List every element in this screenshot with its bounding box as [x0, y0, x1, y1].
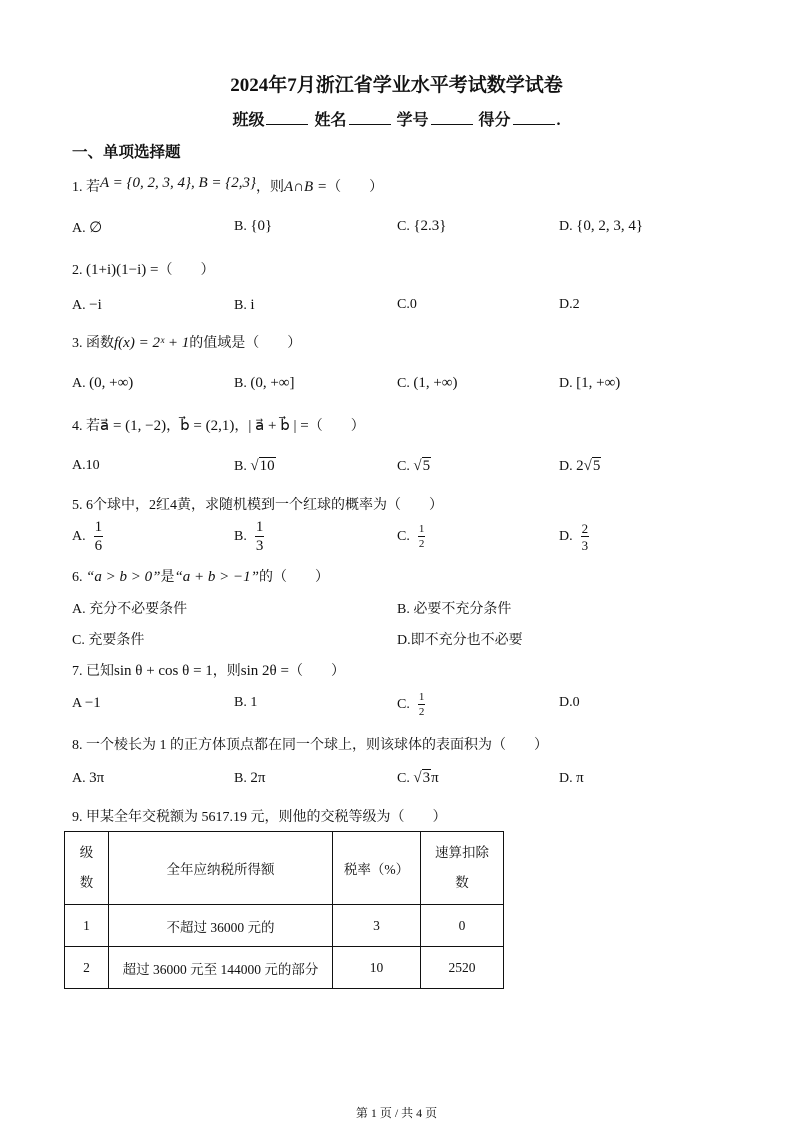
- numerator: 1: [418, 691, 425, 703]
- option-value: 0: [409, 297, 417, 312]
- option-value: 2π: [250, 770, 266, 786]
- student-info-line: [0, 107, 793, 130]
- question-number: 3.: [72, 336, 83, 351]
- option-d[interactable]: [559, 770, 584, 787]
- fraction: [581, 522, 590, 552]
- cell-level: 1: [65, 905, 109, 947]
- answer-blank: （ ）: [492, 738, 548, 753]
- student-id-label: 学号: [396, 112, 429, 129]
- student-id-blank: [431, 110, 473, 125]
- option-value: ∅: [89, 220, 103, 236]
- answer-blank: （ ）: [273, 570, 329, 585]
- option-d[interactable]: [559, 458, 601, 475]
- class-label: 班级: [232, 112, 265, 129]
- question-number: 5.: [72, 498, 83, 513]
- radicand: 10: [259, 458, 275, 474]
- score-label: 得分: [478, 112, 511, 129]
- option-a[interactable]: [72, 297, 102, 314]
- option-value: −i: [89, 297, 102, 313]
- option-value: {0}: [250, 218, 273, 234]
- cell-rate: 10: [333, 947, 421, 989]
- fraction: [418, 692, 426, 718]
- option-label: D.: [559, 459, 573, 474]
- exam-title: 2024年7月浙江省学业水平考试数学试卷: [230, 75, 563, 96]
- option-b[interactable]: [234, 297, 255, 314]
- table-row: [65, 905, 504, 947]
- question-text: ，则: [212, 664, 241, 679]
- option-label: D.: [397, 633, 411, 648]
- answer-blank: （ ）: [245, 336, 302, 351]
- numerator: 1: [94, 519, 103, 535]
- question-number: 9.: [72, 810, 83, 825]
- option-a[interactable]: [72, 375, 133, 392]
- denominator: 2: [418, 538, 425, 550]
- question-math: b⃗ = (2,1): [180, 418, 235, 434]
- option-value: (1, +∞): [413, 375, 458, 391]
- option-label: C.: [397, 771, 410, 786]
- sqrt-value: √5: [413, 458, 431, 474]
- option-a[interactable]: [72, 695, 101, 712]
- question-math: A = {0, 2, 3, 4}, B = {2,3}: [100, 175, 257, 191]
- option-label: A.: [72, 458, 86, 473]
- option-value: (0, +∞): [89, 375, 134, 391]
- numerator: 1: [418, 523, 425, 535]
- option-label: B.: [234, 529, 247, 545]
- cell-deduction: 0: [421, 905, 504, 947]
- option-c[interactable]: [397, 375, 458, 392]
- question-number: 7.: [72, 664, 83, 679]
- answer-blank: （ ）: [158, 263, 215, 278]
- question-number: 4.: [72, 419, 83, 434]
- option-value: 0: [572, 695, 580, 710]
- question-text: 一个棱长为 1 的正方体顶点都在同一个球上，则该球体的表面积为: [86, 738, 492, 753]
- header-text: 数: [455, 875, 469, 890]
- question-text: ，: [166, 419, 181, 434]
- option-value: 2: [572, 297, 580, 312]
- option-c[interactable]: [397, 218, 447, 235]
- option-label: B.: [234, 376, 247, 391]
- option-value: 1: [250, 695, 258, 710]
- header-text: 数: [79, 875, 94, 890]
- option-c[interactable]: [397, 297, 417, 313]
- question-number: 1.: [72, 180, 83, 195]
- option-label: B.: [234, 695, 247, 710]
- option-a[interactable]: [72, 520, 103, 554]
- question-math: sin 2θ =: [240, 663, 289, 679]
- option-value: 3π: [89, 770, 105, 786]
- question-text: 的: [259, 570, 273, 585]
- option-a[interactable]: [72, 458, 100, 474]
- cell-rate: 3: [333, 905, 421, 947]
- option-c[interactable]: [397, 692, 425, 718]
- option-c[interactable]: [72, 629, 144, 649]
- option-label: B.: [234, 771, 247, 786]
- answer-blank: （ ）: [327, 180, 384, 195]
- score-blank: [513, 110, 555, 125]
- option-b[interactable]: [234, 375, 295, 392]
- header-level: [65, 832, 109, 905]
- option-label: D.: [559, 529, 573, 545]
- header-text: 级: [79, 845, 94, 860]
- option-value: 充要条件: [88, 633, 145, 648]
- option-label: B.: [234, 298, 247, 313]
- pi-symbol: π: [431, 770, 439, 786]
- question-text: 已知: [86, 664, 114, 679]
- option-d[interactable]: [559, 695, 580, 711]
- option-label: C.: [397, 376, 410, 391]
- option-c[interactable]: [397, 524, 425, 550]
- fraction: [255, 520, 265, 554]
- option-b[interactable]: [234, 695, 257, 711]
- cell-income: 不超过 36000 元的: [109, 905, 333, 947]
- question-text: 的值域是: [189, 336, 246, 351]
- option-label: A.: [72, 602, 86, 617]
- option-d[interactable]: [559, 375, 620, 392]
- page-footer: 第 1 页 / 共 4 页: [355, 1106, 438, 1120]
- option-label: C.: [397, 297, 410, 312]
- header-text: 速算扣除: [435, 845, 489, 860]
- option-label: C.: [397, 219, 410, 234]
- option-a[interactable]: [72, 218, 102, 237]
- option-b[interactable]: [234, 520, 264, 554]
- denominator: 3: [581, 538, 589, 553]
- radicand: 5: [422, 458, 431, 474]
- option-label: B.: [234, 219, 247, 234]
- radicand: 5: [592, 458, 601, 474]
- option-value: (0, +∞]: [250, 375, 295, 391]
- question-text: 若: [86, 180, 100, 195]
- name-label: 姓名: [314, 112, 347, 129]
- cell-income: 超过 36000 元至 144000 元的部分: [109, 947, 333, 989]
- option-b[interactable]: [234, 770, 265, 787]
- answer-blank: （ ）: [390, 810, 447, 825]
- class-blank: [266, 110, 308, 125]
- denominator: 6: [94, 538, 103, 554]
- option-label: C.: [72, 633, 85, 648]
- option-label: A.: [72, 221, 86, 236]
- answer-blank: （ ）: [288, 664, 345, 679]
- option-label: D.: [559, 376, 573, 391]
- tax-rate-table: [64, 831, 504, 989]
- question-math: sin θ + cos θ = 1: [114, 663, 213, 679]
- option-value: 必要不充分条件: [413, 602, 512, 617]
- option-d[interactable]: [397, 629, 523, 649]
- option-value: {2.3}: [413, 218, 447, 234]
- option-label: D.: [559, 771, 573, 786]
- option-label: C.: [397, 697, 410, 713]
- question-7: [72, 660, 345, 680]
- denominator: 2: [418, 706, 425, 718]
- cell-level: 2: [65, 947, 109, 989]
- sqrt-value: √5: [583, 458, 601, 474]
- option-label: A.: [72, 376, 86, 391]
- answer-blank: （ ）: [387, 498, 443, 513]
- option-value: i: [250, 297, 255, 313]
- question-math: f(x) = 2ˣ + 1: [114, 335, 190, 351]
- question-text: 函数: [86, 336, 114, 351]
- option-c[interactable]: [397, 770, 439, 787]
- fraction: [418, 524, 426, 550]
- question-6: [72, 566, 329, 586]
- option-a[interactable]: [72, 598, 187, 618]
- option-a[interactable]: [72, 770, 104, 787]
- option-value: π: [576, 770, 584, 786]
- option-d[interactable]: [559, 218, 643, 235]
- numerator: 1: [255, 519, 264, 535]
- question-3: [72, 332, 301, 352]
- option-value: {0, 2, 3, 4}: [576, 218, 644, 234]
- option-d[interactable]: [559, 522, 589, 552]
- sqrt-value: √3: [413, 770, 431, 786]
- option-label: B.: [397, 602, 410, 617]
- question-math: “a + b > −1”: [174, 569, 259, 585]
- question-4: [72, 415, 365, 435]
- option-value: 充分不必要条件: [89, 602, 188, 617]
- question-text: 6个球中，2红4黄，求随机模到一个红球的概率为: [86, 498, 387, 513]
- option-value: 10: [85, 458, 100, 473]
- question-text: ，则: [256, 180, 285, 195]
- option-label: A.: [72, 771, 86, 786]
- coefficient: 2: [576, 458, 584, 474]
- question-1: [72, 176, 383, 196]
- name-blank: [349, 110, 391, 125]
- table-header-row: [65, 832, 504, 905]
- option-label: A: [72, 696, 82, 711]
- option-b[interactable]: [234, 458, 276, 475]
- section-title: 一、单项选择题: [72, 144, 181, 161]
- question-text: 若: [86, 419, 100, 434]
- header-income: 全年应纳税所得额: [109, 832, 333, 905]
- option-label: D.: [559, 219, 573, 234]
- option-label: D.: [559, 695, 573, 710]
- question-text: ，: [234, 419, 249, 434]
- numerator: 2: [581, 521, 589, 536]
- info-end: .: [556, 112, 561, 129]
- option-label: C.: [397, 459, 410, 474]
- header-deduction: [421, 832, 504, 905]
- question-math: (1+i)(1−i) =: [86, 262, 159, 278]
- option-value: [1, +∞): [576, 375, 621, 391]
- option-value: −1: [84, 695, 101, 711]
- radicand: 3: [422, 770, 431, 786]
- question-2: [72, 259, 214, 279]
- table-row: [65, 947, 504, 989]
- option-d[interactable]: [559, 297, 580, 313]
- option-label: B.: [234, 459, 247, 474]
- sqrt-value: √10: [250, 458, 275, 474]
- question-math: a⃗ = (1, −2): [100, 418, 167, 434]
- question-number: 2.: [72, 263, 83, 278]
- denominator: 3: [255, 538, 264, 554]
- option-c[interactable]: [397, 458, 431, 475]
- cell-deduction: 2520: [421, 947, 504, 989]
- question-text: 甲某全年交税额为 5617.19 元，则他的交税等级为: [86, 810, 391, 825]
- question-math: | a⃗ + b⃗ | =: [248, 418, 309, 434]
- option-label: A.: [72, 298, 86, 313]
- question-8: [72, 734, 548, 754]
- option-b[interactable]: [234, 218, 272, 235]
- question-text: 是: [160, 570, 175, 585]
- answer-blank: （ ）: [308, 419, 365, 434]
- question-math: A∩B =: [284, 179, 328, 195]
- question-5: [72, 494, 443, 514]
- option-label: D.: [559, 297, 573, 312]
- option-label: A.: [72, 529, 86, 545]
- fraction: [94, 520, 104, 554]
- header-rate: 税率（%）: [333, 832, 421, 905]
- option-label: C.: [397, 529, 410, 545]
- option-value: 即不充分也不必要: [410, 633, 523, 648]
- question-math: “a > b > 0”: [86, 569, 161, 585]
- question-number: 8.: [72, 738, 83, 753]
- question-number: 6.: [72, 570, 83, 585]
- question-9: [72, 806, 447, 826]
- option-b[interactable]: [397, 598, 511, 618]
